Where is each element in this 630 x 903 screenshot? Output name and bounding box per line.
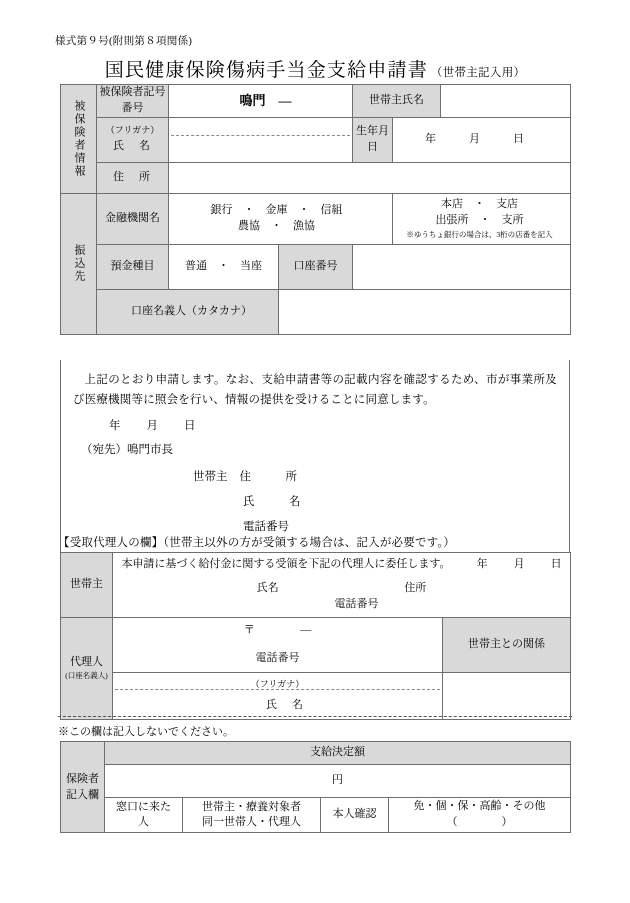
insured-furigana-label: （フリガナ） <box>105 125 160 136</box>
proxy-delegation-year: 年 <box>476 558 488 570</box>
signature-phone-label: 電話番号 <box>243 520 289 533</box>
proxy-section-heading: 【受取代理人の欄】（世帯主以外の方が受領する場合は、記入が必要です。） <box>58 537 456 549</box>
account-number-label: 口座番号 <box>279 244 353 289</box>
householder-name-value[interactable] <box>441 85 571 118</box>
signature-address-label: 住 所 <box>239 470 297 483</box>
decision-amount-label: 支給決定額 <box>105 742 571 765</box>
table-row-decision-amount-header <box>61 742 571 765</box>
table-row-name <box>61 117 571 162</box>
insured-name-label: 氏 名 <box>113 140 152 153</box>
page-title <box>0 55 630 82</box>
declaration-text: 上記のとおり申請します。なお、支給申請書等の記載内容を確認するため、市が事業所及び医療機関等に照会を行い、情報の提供を受けることに同意します。 <box>73 374 557 407</box>
proxy-delegation-cell[interactable] <box>113 553 571 618</box>
account-number-value[interactable] <box>353 244 571 289</box>
insurer-table <box>60 741 571 833</box>
proxy-table <box>60 552 571 720</box>
proxy-delegation-line <box>119 557 564 573</box>
birthdate-value[interactable]: 年 月 日 <box>393 117 571 162</box>
signature-address-row[interactable] <box>193 467 557 487</box>
furigana-dashed-line <box>171 135 350 136</box>
proxy-householder-fields <box>119 581 564 597</box>
postal-dash: ― <box>300 623 312 636</box>
decision-amount-value[interactable] <box>105 765 571 798</box>
table-row-proxy-address <box>61 617 571 672</box>
bank-kind-line-2: 農協 ・ 漁協 <box>238 219 315 232</box>
insurer-note: ※この欄は記入しないでください。 <box>58 726 234 738</box>
insured-info-row-label-text: 被保険者情報 <box>73 99 85 178</box>
table-row-account-holder <box>61 289 571 334</box>
proxy-name-label: 氏 名 <box>266 698 305 711</box>
account-holder-value[interactable] <box>279 289 571 334</box>
insured-address-value[interactable] <box>169 162 571 193</box>
visitor-kind-line-2: 同一世帯人・代理人 <box>202 816 301 828</box>
deposit-type-options[interactable]: 普通 ・ 当座 <box>169 244 279 289</box>
table-row-proxy-name <box>61 672 571 719</box>
signer-label: 世帯主 <box>193 470 228 483</box>
postal-mark-icon: 〒 <box>243 623 255 636</box>
proxy-furigana-label: （フリガナ） <box>250 678 305 689</box>
table-row-symbol-number <box>61 85 571 118</box>
branch-note: ※ゆうちょ銀行の場合は、3桁の店番を記入 <box>406 229 553 239</box>
table-row-decision-amount-value <box>61 765 571 798</box>
insured-name-value[interactable] <box>169 117 353 162</box>
cut-line-divider <box>58 716 572 717</box>
declaration-date-day: 日 <box>184 420 196 433</box>
table-row-account <box>61 244 571 289</box>
page-title-sub: （世帯主記入用） <box>430 67 526 79</box>
bank-kind-options[interactable] <box>169 193 393 244</box>
proxy-delegation-day: 日 <box>550 558 562 570</box>
table-row-bank-name <box>61 193 571 244</box>
signature-name-label: 氏 名 <box>243 495 301 508</box>
householder-name-label: 世帯主氏名 <box>353 85 441 118</box>
proxy-address-cell[interactable] <box>113 617 443 672</box>
visitor-kind-options[interactable] <box>183 798 321 833</box>
proxy-delegation-text: 本申請に基づく給付金に関する受領を下記の代理人に委任します。 <box>121 558 451 570</box>
bank-kind-line-1: 銀行 ・ 金庫 ・ 信組 <box>210 203 343 216</box>
form-number: 様式第９号(附則第８項関係) <box>55 36 193 47</box>
proxy-delegation-month: 月 <box>513 558 525 570</box>
proxy-name-cell[interactable] <box>113 672 443 719</box>
branch-kind-line-2: 出張所 ・ 支所 <box>435 213 524 226</box>
branch-kind-options[interactable] <box>393 193 571 244</box>
deposit-type-label: 預金種目 <box>97 244 169 289</box>
page-title-main: 国民健康保険傷病手当金支給申請書 <box>104 60 428 81</box>
proxy-householder-address-label: 住所 <box>404 581 427 594</box>
proxy-label: 代理人 <box>70 655 103 668</box>
declaration-signature-block <box>73 467 557 537</box>
declaration-date-year: 年 <box>109 420 121 433</box>
proxy-householder-label: 世帯主 <box>61 553 113 618</box>
proxy-householder-name-label: 氏名 <box>256 581 279 594</box>
proxy-relation-value[interactable] <box>443 672 571 719</box>
insured-address-label: 住 所 <box>97 162 169 193</box>
insurer-row-label <box>61 742 105 833</box>
insurer-row-label-text: 保険者 記入欄 <box>66 772 99 801</box>
table-row-address <box>61 162 571 193</box>
table-row-proxy-householder <box>61 553 571 618</box>
insured-name-label-cell <box>97 117 169 162</box>
symbol-number-label: 被保険者記号番号 <box>97 85 169 118</box>
declaration-date[interactable] <box>109 416 557 436</box>
table-row-identity-check <box>61 798 571 833</box>
proxy-phone-label: 電話番号 <box>255 651 300 664</box>
identity-check-label: 本人確認 <box>321 798 389 833</box>
proxy-relation-label: 世帯主との関係 <box>443 617 571 672</box>
branch-kind-line-1: 本店 ・ 支店 <box>441 198 519 210</box>
bank-name-label: 金融機関名 <box>97 193 169 244</box>
declaration-date-month: 月 <box>146 420 158 433</box>
insured-info-row-label <box>61 85 97 194</box>
proxy-furigana-dashed-line <box>115 689 440 690</box>
transfer-row-label-text: 振込先 <box>73 244 85 284</box>
visitor-kind-line-1: 世帯主・療養対象者 <box>202 800 301 813</box>
declaration-block <box>60 360 570 557</box>
declaration-addressee: （宛先）鳴門市長 <box>81 444 173 457</box>
signature-name-row[interactable] <box>193 492 557 512</box>
yen-label: 円 <box>332 774 343 787</box>
proxy-householder-phone-label: 電話番号 <box>334 597 379 610</box>
birthdate-label: 生年月日 <box>353 117 393 162</box>
proxy-postal-line <box>119 623 436 639</box>
insured-and-transfer-table <box>60 84 571 335</box>
symbol-number-value[interactable]: 鳴門 ― <box>169 85 353 118</box>
account-holder-label: 口座名義人（カタカナ） <box>97 289 279 334</box>
transfer-row-label <box>61 193 97 334</box>
proxy-label-cell <box>61 617 113 719</box>
proxy-sublabel: (口座名義人) <box>65 670 108 680</box>
identity-check-options[interactable]: 免・個・保・高齢・その他（ ） <box>389 798 571 833</box>
visitor-label: 窓口に来た 人 <box>105 798 183 833</box>
